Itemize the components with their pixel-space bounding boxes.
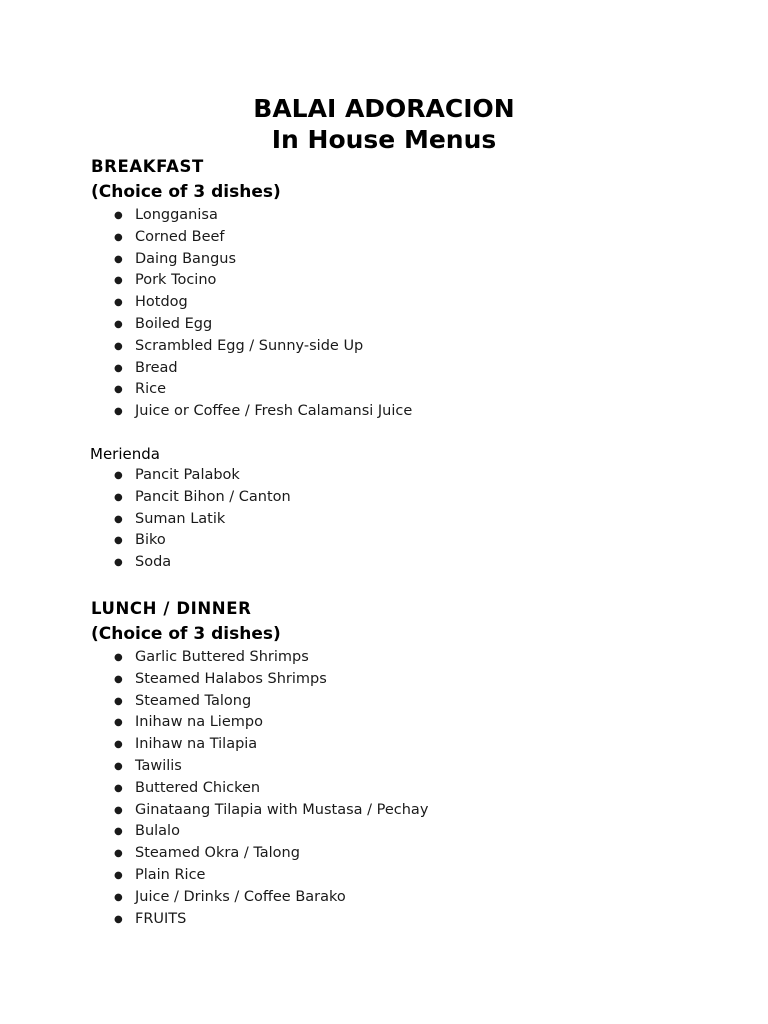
list-item — [0, 509, 768, 531]
bullet-icon: ● — [114, 782, 123, 794]
list-item — [0, 379, 768, 401]
breakfast-list — [0, 205, 768, 423]
bullet-icon: ● — [114, 340, 123, 352]
document-subtitle: In House Menus — [271, 125, 497, 154]
menu-item-label: Rice — [135, 381, 166, 398]
menu-item-label: Hotdog — [135, 294, 188, 311]
list-item — [0, 487, 768, 509]
menu-item-label: Juice / Drinks / Coffee Barako — [135, 888, 346, 905]
bullet-icon: ● — [114, 913, 123, 925]
bullet-icon: ● — [114, 869, 123, 881]
list-item — [0, 843, 768, 865]
list-item — [0, 821, 768, 843]
lunch-dinner-heading: LUNCH / DINNER — [91, 599, 252, 618]
bullet-icon: ● — [114, 297, 123, 309]
bullet-icon: ● — [114, 470, 123, 481]
list-item — [0, 270, 768, 292]
menu-item-label: Pork Tocino — [135, 272, 217, 289]
menu-item-label: Ginataang Tilapia with Mustasa / Pechay — [135, 801, 429, 818]
menu-item-label: Boiled Egg — [135, 315, 213, 332]
list-item — [0, 669, 768, 691]
list-item — [0, 358, 768, 380]
menu-item-label: Pancit Bihon / Canton — [135, 488, 291, 505]
bullet-icon: ● — [114, 826, 123, 838]
menu-item-label: Scrambled Egg / Sunny-side Up — [135, 337, 364, 354]
list-item — [0, 712, 768, 734]
menu-item-label: Longganisa — [135, 207, 218, 223]
menu-item-label: Inihaw na Liempo — [135, 714, 263, 731]
list-item — [0, 756, 768, 778]
list-item — [0, 647, 768, 669]
menu-item-label: Inihaw na Tilapia — [135, 736, 258, 753]
list-item — [0, 465, 768, 487]
list-item — [0, 865, 768, 887]
menu-item-label: Steamed Talong — [135, 692, 252, 709]
bullet-icon: ● — [114, 535, 123, 547]
list-item — [0, 336, 768, 358]
list-item — [0, 691, 768, 713]
menu-item-label: Juice or Coffee / Fresh Calamansi Juice — [135, 403, 413, 420]
list-item — [0, 909, 768, 931]
bullet-icon: ● — [114, 804, 123, 816]
bullet-icon: ● — [114, 557, 123, 569]
breakfast-choice-note: (Choice of 3 dishes) — [91, 182, 281, 202]
bullet-icon: ● — [114, 362, 123, 374]
list-item — [0, 205, 768, 227]
menu-item-label: Daing Bangus — [135, 250, 237, 267]
menu-item-label: Pancit Palabok — [135, 467, 240, 483]
bullet-icon: ● — [114, 231, 123, 243]
bullet-icon: ● — [114, 253, 123, 265]
menu-item-label: Plain Rice — [135, 866, 206, 883]
list-item — [0, 227, 768, 249]
menu-item-label: Bulalo — [135, 823, 180, 840]
list-item — [0, 530, 768, 552]
menu-item-label: FRUITS — [135, 910, 187, 927]
list-item — [0, 314, 768, 336]
menu-item-label: Bread — [135, 359, 178, 376]
lunch-dinner-choice-note: (Choice of 3 dishes) — [91, 624, 281, 644]
menu-item-label: Suman Latik — [135, 510, 226, 527]
bullet-icon: ● — [114, 384, 123, 396]
bullet-icon: ● — [114, 673, 123, 685]
bullet-icon: ● — [114, 760, 123, 772]
menu-item-label: Steamed Halabos Shrimps — [135, 670, 327, 687]
list-item — [0, 249, 768, 271]
list-item — [0, 887, 768, 909]
bullet-icon: ● — [114, 210, 123, 221]
bullet-icon: ● — [114, 275, 123, 287]
menu-item-label: Steamed Okra / Talong — [135, 845, 300, 862]
bullet-icon: ● — [114, 717, 123, 729]
menu-item-label: Buttered Chicken — [135, 779, 261, 796]
menu-item-label: Tawilis — [135, 757, 182, 774]
breakfast-heading: BREAKFAST — [91, 157, 204, 176]
list-item — [0, 292, 768, 314]
bullet-icon: ● — [114, 318, 123, 330]
merienda-heading: Merienda — [90, 445, 160, 463]
document-title: BALAI ADORACION — [253, 94, 515, 123]
bullet-icon: ● — [114, 695, 123, 707]
bullet-icon: ● — [114, 513, 123, 525]
list-item — [0, 401, 768, 423]
bullet-icon: ● — [114, 891, 123, 903]
menu-item-label: Corned Beef — [135, 228, 225, 245]
bullet-icon: ● — [114, 652, 123, 663]
bullet-icon: ● — [114, 491, 123, 503]
menu-item-label: Garlic Buttered Shrimps — [135, 649, 309, 665]
bullet-icon: ● — [114, 406, 123, 418]
list-item — [0, 800, 768, 822]
bullet-icon: ● — [114, 848, 123, 860]
menu-item-label: Biko — [135, 532, 166, 549]
list-item — [0, 552, 768, 574]
merienda-list — [0, 465, 768, 574]
menu-item-label: Soda — [135, 554, 172, 571]
list-item — [0, 734, 768, 756]
bullet-icon: ● — [114, 739, 123, 751]
list-item — [0, 778, 768, 800]
lunch-dinner-list — [0, 647, 768, 930]
